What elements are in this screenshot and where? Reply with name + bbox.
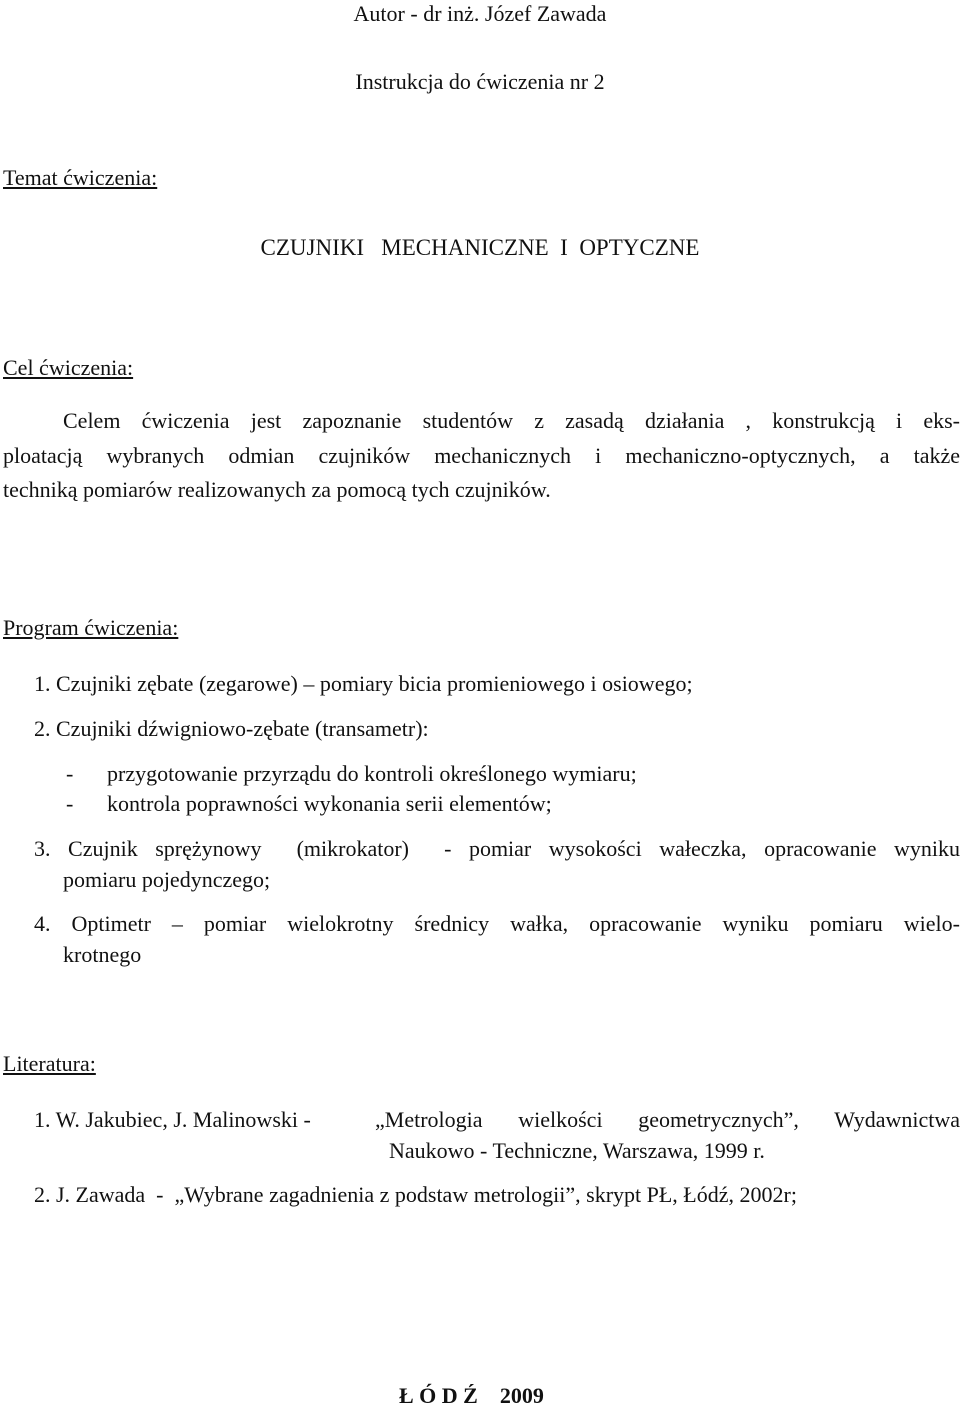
program-item-2: 2. Czujniki dźwigniowo-zębate (transametr): xyxy=(34,716,429,741)
program-item-2-sub-1-dash: - xyxy=(66,761,74,786)
program-item-2-sub-1: przygotowanie przyrządu do kontroli określonego wymiaru; xyxy=(107,761,637,786)
program-item-4-line-1: 4. Optimetr – pomiar wielokrotny średnicy wałka, opracowanie wyniku pomiaru wielo- xyxy=(34,911,960,936)
literature-ref-2: 2. J. Zawada - „Wybrane zagadnienia z podstaw metrologii”, skrypt PŁ, Łódź, 2002r; xyxy=(34,1182,797,1207)
instruction-title: Instrukcja do ćwiczenia nr 2 xyxy=(355,69,605,94)
program-item-2-sub-2-dash: - xyxy=(66,791,74,816)
program-item-1: 1. Czujniki zębate (zegarowe) – pomiary bicia promieniowego i osiowego; xyxy=(34,671,693,696)
program-item-2-sub-2: kontrola poprawności wykonania serii elementów; xyxy=(107,791,552,816)
literature-ref-1-publisher: Naukowo - Techniczne, Warszawa, 1999 r. xyxy=(389,1138,765,1163)
literature-heading: Literatura: xyxy=(3,1051,96,1076)
program-item-4-line-2: krotnego xyxy=(63,942,142,967)
goal-line-2: ploatacją wybranych odmian czujników mechanicznych i mechaniczno-optycznych, a także xyxy=(3,443,960,468)
topic-title: CZUJNIKI MECHANICZNE I OPTYCZNE xyxy=(260,235,700,260)
program-heading: Program ćwiczenia: xyxy=(3,615,179,640)
program-item-3-line-2: pomiaru pojedynczego; xyxy=(63,867,271,892)
goal-line-3: techniką pomiarów realizowanych za pomocą tych czujników. xyxy=(3,477,551,502)
topic-heading: Temat ćwiczenia: xyxy=(3,165,158,190)
city-year: Ł Ó D Ź 2009 xyxy=(399,1383,544,1408)
goal-line-1: Celem ćwiczenia jest zapoznanie studentów z zasadą działania , konstrukcją i eks- xyxy=(63,408,960,433)
literature-ref-1-author: 1. W. Jakubiec, J. Malinowski - xyxy=(34,1107,311,1132)
author-line: Autor - dr inż. Józef Zawada xyxy=(353,1,607,26)
goal-heading: Cel ćwiczenia: xyxy=(3,355,134,380)
literature-ref-1-title: „Metrologia wielkości geometrycznych”, Wydawnictwa xyxy=(375,1107,960,1132)
program-item-3-line-1: 3. Czujnik sprężynowy (mikrokator) - pomiar wysokości wałeczka, opracowanie wyniku xyxy=(34,836,960,861)
